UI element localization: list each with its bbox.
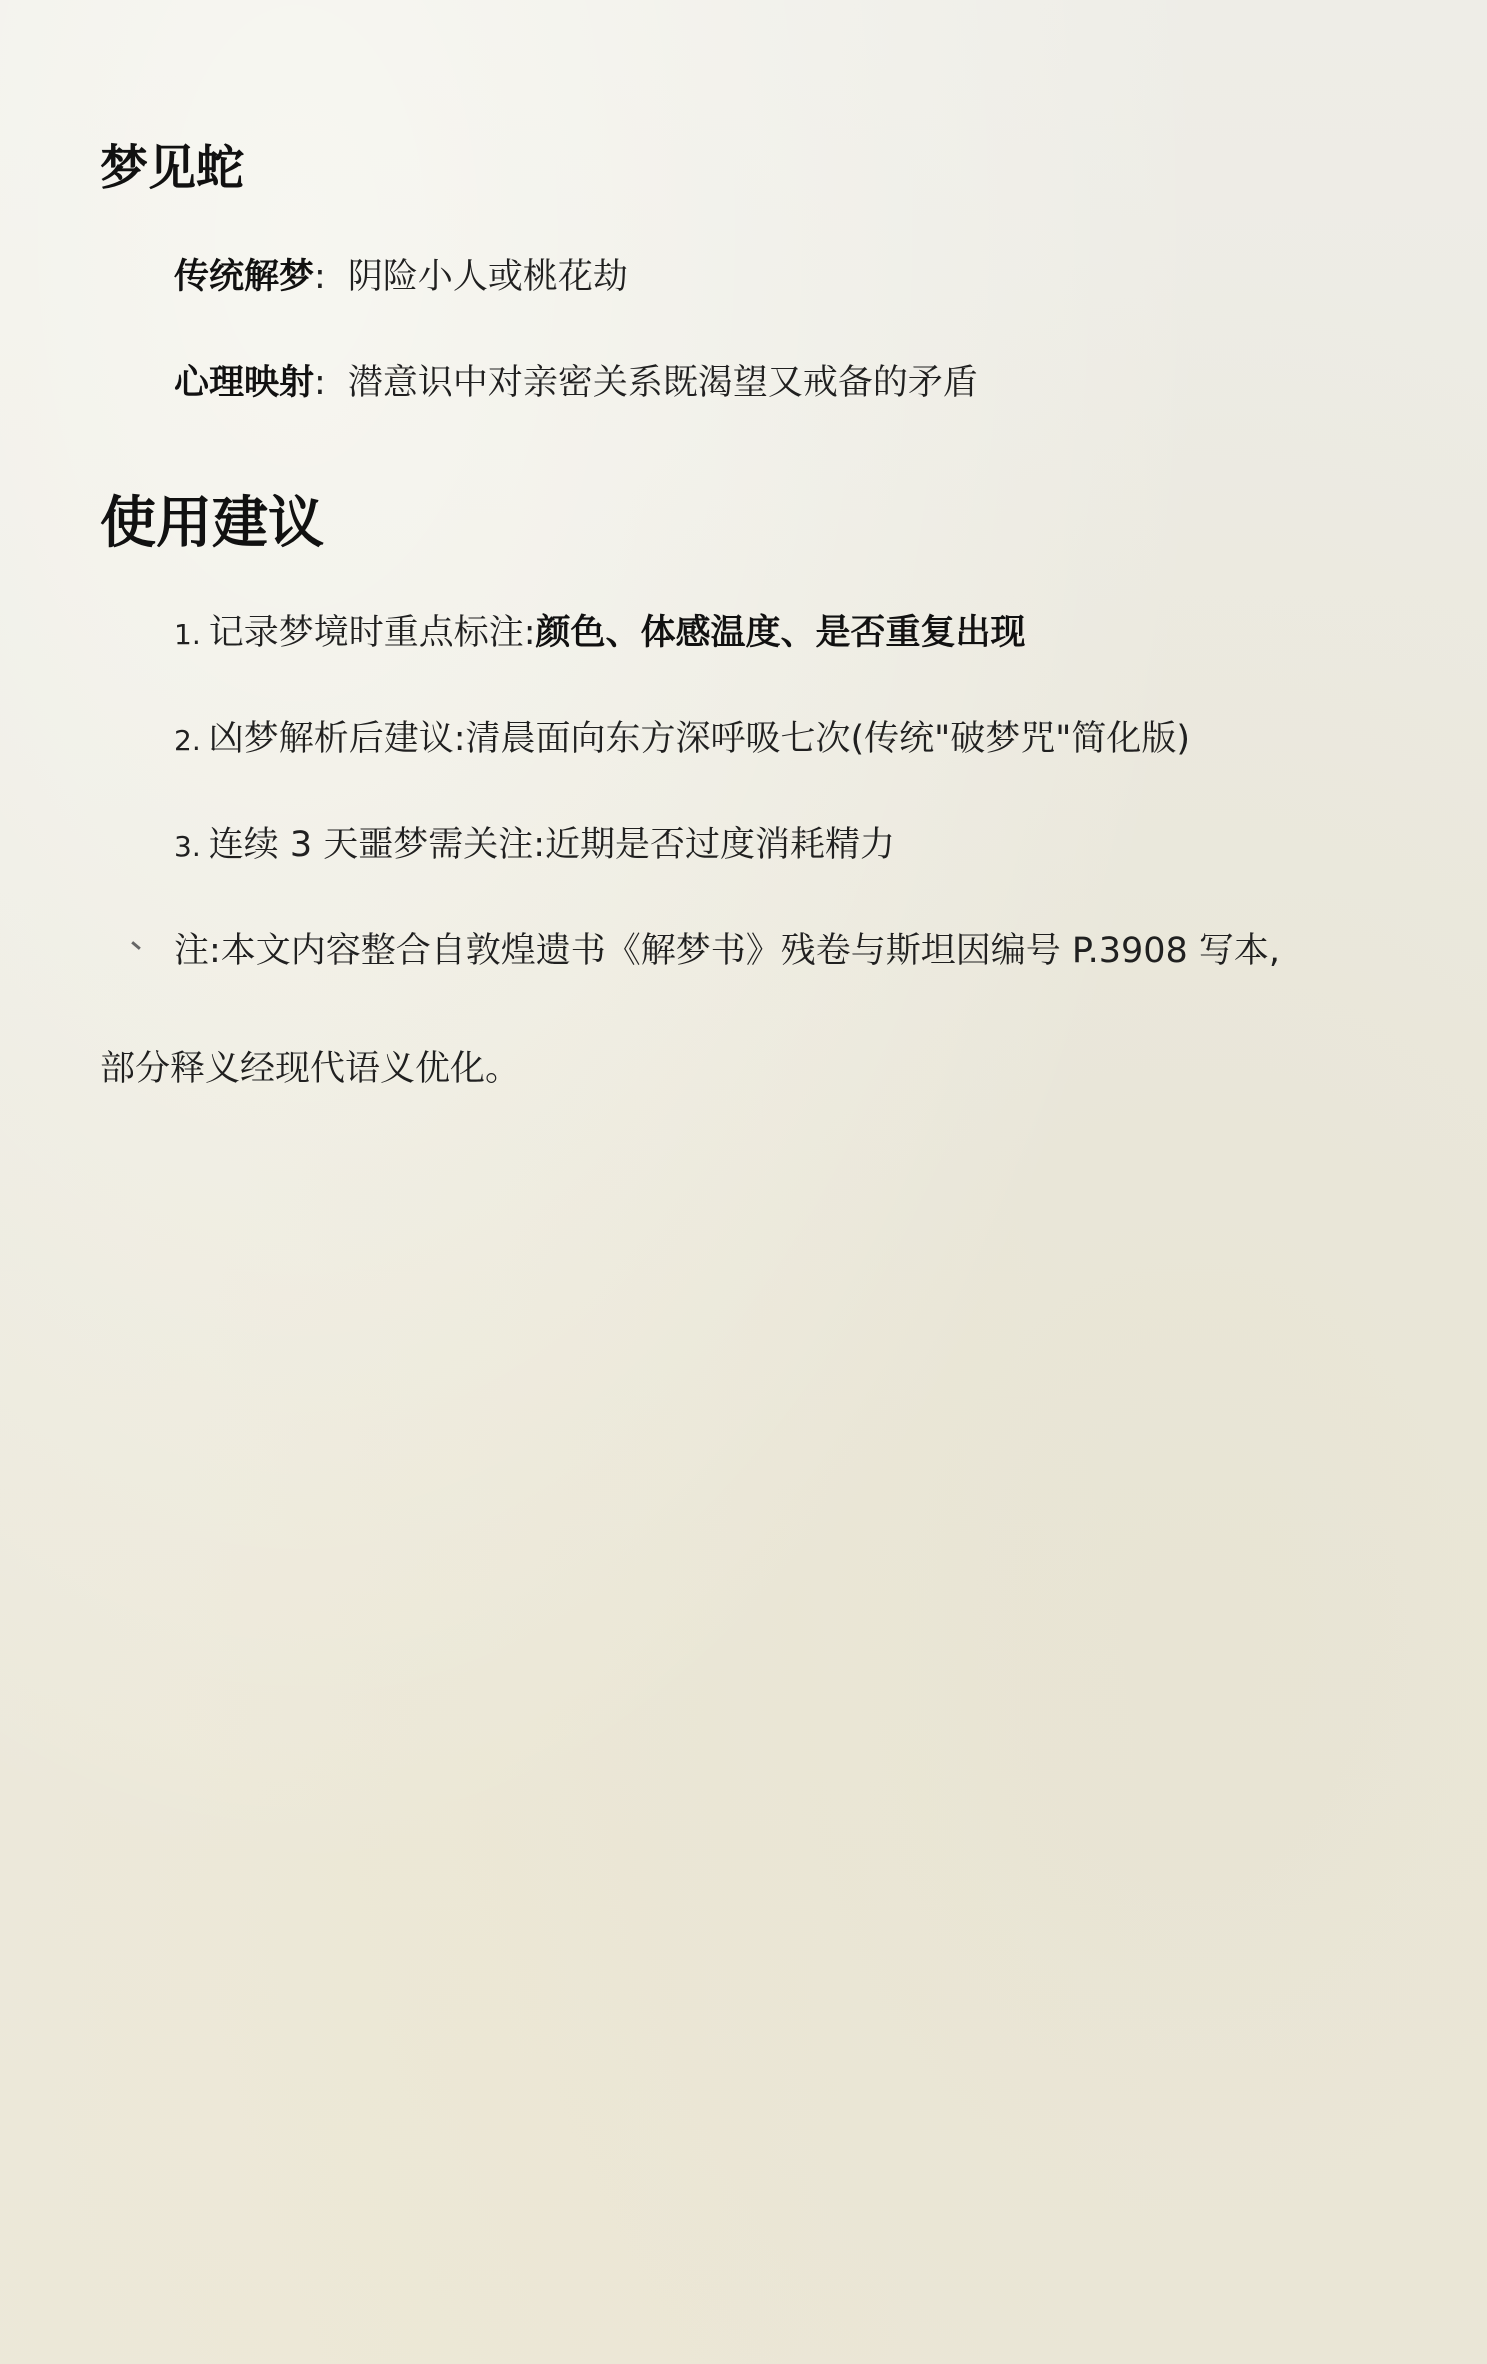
list-bold-text: 颜色、体感温度、是否重复出现 <box>535 613 1026 653</box>
list-item <box>174 610 1026 658</box>
section-title-dream-snake: 梦见蛇 <box>100 140 245 196</box>
psychological-mapping-line <box>174 360 978 406</box>
item-separator: : <box>314 257 326 297</box>
list-text: 连续 3 天噩梦需关注:近期是否过度消耗精力 <box>208 825 896 865</box>
list-item <box>174 822 895 870</box>
list-text: 凶梦解析后建议:清晨面向东方深呼吸七次(传统"破梦咒"简化版) <box>208 719 1191 759</box>
list-item <box>174 716 1190 764</box>
traditional-interpretation-line <box>174 254 628 300</box>
item-label: 传统解梦 <box>174 257 315 297</box>
stray-mark <box>131 941 141 950</box>
list-number: 2. <box>174 724 201 757</box>
list-number: 3. <box>174 830 201 863</box>
item-text: 阴险小人或桃花劫 <box>347 257 628 297</box>
item-separator: : <box>314 363 326 403</box>
list-number: 1. <box>174 618 201 651</box>
note-line-1: 注:本文内容整合自敦煌遗书《解梦书》残卷与斯坦因编号 P.3908 写本, <box>174 931 1281 971</box>
note-line-2: 部分释义经现代语义优化。 <box>100 1049 521 1089</box>
section-title-usage-advice: 使用建议 <box>100 491 324 556</box>
list-text: 记录梦境时重点标注: <box>208 613 536 653</box>
item-text: 潜意识中对亲密关系既渴望又戒备的矛盾 <box>347 363 978 403</box>
item-label: 心理映射 <box>174 363 315 403</box>
